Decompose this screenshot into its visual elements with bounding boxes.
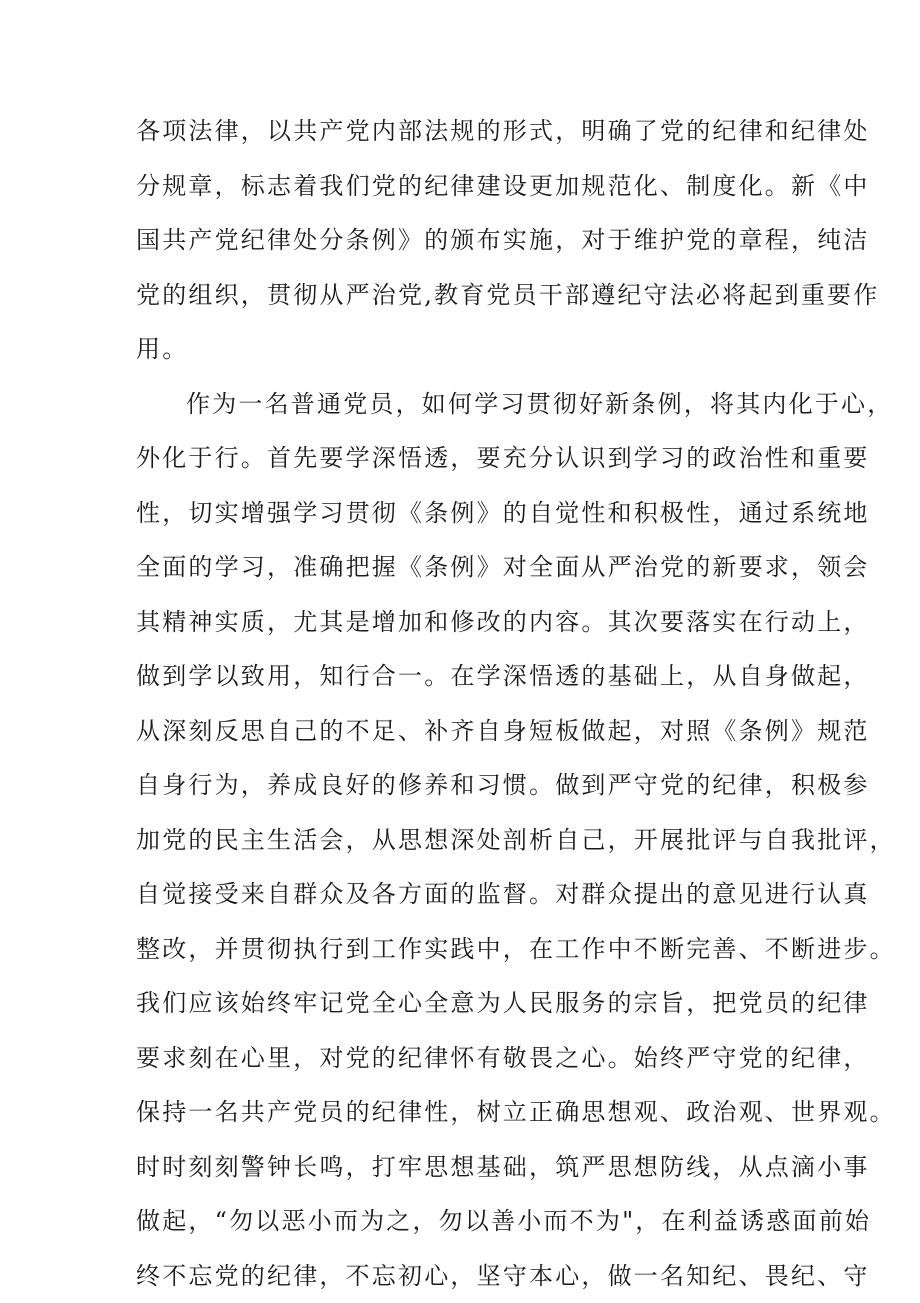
text-line: 整改，并贯彻执行到工作实践中，在工作中不断完善、不断进步。 xyxy=(136,922,836,977)
paragraph-2 xyxy=(136,377,836,1303)
text-line: 作为一名普通党员，如何学习贯彻好新条例，将其内化于心， xyxy=(136,377,836,432)
text-line: 加党的民主生活会，从思想深处剖析自己，开展批评与自我批评， xyxy=(136,813,836,868)
text-line: 从深刻反思自己的不足、补齐自身短板做起，对照《条例》规范 xyxy=(136,704,836,759)
text-line: 其精神实质，尤其是增加和修改的内容。其次要落实在行动上， xyxy=(136,595,836,650)
text-line: 分规章，标志着我们党的纪律建设更加规范化、制度化。新《中 xyxy=(136,159,836,214)
text-line: 终不忘党的纪律，不忘初心，坚守本心，做一名知纪、畏纪、守 xyxy=(136,1249,836,1303)
text-line: 性，切实增强学习贯彻《条例》的自觉性和积极性，通过系统地 xyxy=(136,486,836,541)
text-line: 全面的学习，准确把握《条例》对全面从严治党的新要求，领会 xyxy=(136,540,836,595)
text-line: 时时刻刻警钟长鸣，打牢思想基础，筑严思想防线，从点滴小事 xyxy=(136,1140,836,1195)
text-line: 要求刻在心里，对党的纪律怀有敬畏之心。始终严守党的纪律， xyxy=(136,1031,836,1086)
text-line: 自身行为，养成良好的修养和习惯。做到严守党的纪律，积极参 xyxy=(136,758,836,813)
text-line: 做到学以致用，知行合一。在学深悟透的基础上，从自身做起， xyxy=(136,649,836,704)
text-line: 用。 xyxy=(136,322,836,377)
document-body xyxy=(136,104,836,1303)
text-line: 做起，“勿以恶小而为之，勿以善小而不为"，在利益诱惑面前始 xyxy=(136,1194,836,1249)
text-line: 保持一名共产党员的纪律性，树立正确思想观、政治观、世界观。 xyxy=(136,1085,836,1140)
text-line: 外化于行。首先要学深悟透，要充分认识到学习的政治性和重要 xyxy=(136,431,836,486)
text-line: 自觉接受来自群众及各方面的监督。对群众提出的意见进行认真 xyxy=(136,867,836,922)
paragraph-1 xyxy=(136,104,836,377)
text-line: 国共产党纪律处分条例》的颁布实施，对于维护党的章程，纯洁 xyxy=(136,213,836,268)
text-line: 各项法律，以共产党内部法规的形式，明确了党的纪律和纪律处 xyxy=(136,104,836,159)
text-line: 党的组织，贯彻从严治党,教育党员干部遵纪守法必将起到重要作 xyxy=(136,268,836,323)
text-line: 我们应该始终牢记党全心全意为人民服务的宗旨，把党员的纪律 xyxy=(136,976,836,1031)
